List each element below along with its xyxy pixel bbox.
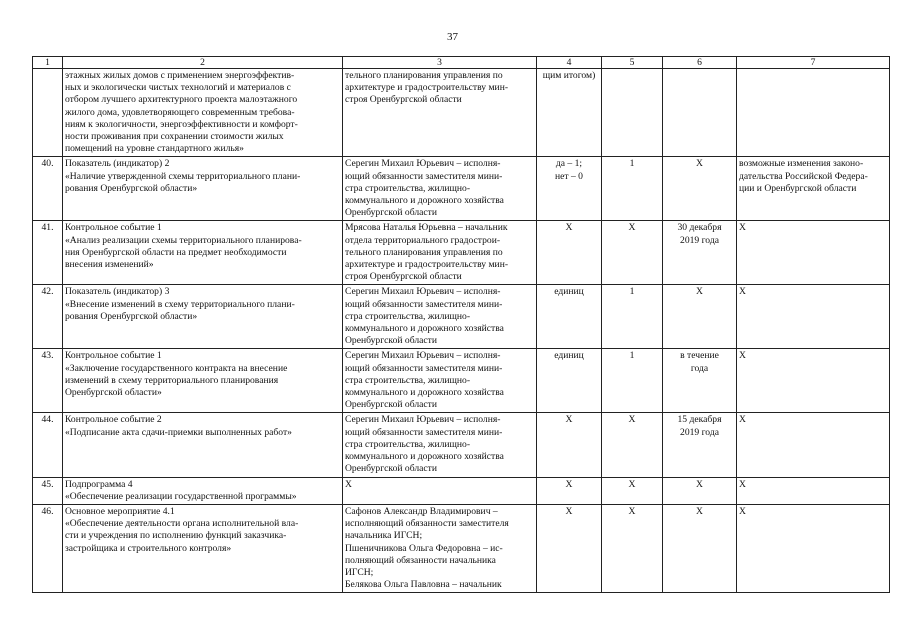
value-cell: Х: [602, 477, 663, 504]
responsible-person: Серегин Михаил Юрьевич – исполня- ющий обязанности заместителя мини- стра строительства, жилищно- коммунального и дорожного хозяйства Оренбургской области: [343, 349, 537, 413]
table-header-row: [33, 57, 890, 69]
unit-cell: единиц: [537, 349, 602, 413]
plan-table: [32, 56, 890, 593]
page-number: 37: [447, 31, 458, 43]
column-header: 3: [343, 57, 537, 69]
date-cell: Х: [663, 477, 737, 504]
date-cell: в течение года: [663, 349, 737, 413]
row-number: 46.: [33, 504, 63, 592]
date-cell: [663, 69, 737, 157]
value-cell: Х: [602, 413, 663, 477]
row-number: 41.: [33, 221, 63, 285]
date-cell: Х: [663, 285, 737, 349]
column-header: 1: [33, 57, 63, 69]
responsible-person: Серегин Михаил Юрьевич – исполня- ющий обязанности заместителя мини- стра строительства, жилищно- коммунального и дорожного хозяйства Оренбургской области: [343, 413, 537, 477]
table-row: [33, 349, 890, 413]
row-number: 45.: [33, 477, 63, 504]
event-name: Показатель (индикатор) 2 «Наличие утвержденной схемы территориального плани- рования Оренбургской области»: [63, 157, 343, 221]
table-row: [33, 285, 890, 349]
responsible-person: Серегин Михаил Юрьевич – исполня- ющий обязанности заместителя мини- стра строительства, жилищно- коммунального и дорожного хозяйства Оренбургской области: [343, 285, 537, 349]
note-cell: Х: [737, 477, 890, 504]
table-row: [33, 221, 890, 285]
responsible-person: Х: [343, 477, 537, 504]
note-cell: [737, 69, 890, 157]
value-cell: 1: [602, 285, 663, 349]
event-name: Контрольное событие 1 «Заключение государственного контракта на внесение изменений в схему территориального планирования Оренбургской области»: [63, 349, 343, 413]
responsible-person: Мрясова Наталья Юрьевна – начальник отдела территориального градострои- тельного планирования управления по архитектуре и градостроительству мин- строя Оренбургской области: [343, 221, 537, 285]
note-cell: Х: [737, 285, 890, 349]
event-name: этажных жилых домов с применением энергоэффектив- ных и экологически чистых технологий и материалов с отбором лучшего архитектурного проекта малоэтажного жилого дома, удовлетворяющего современным требова- ниям к экологичности, энергоэффективности и комфорт- ности проживания при сохранении стоимости жилых помещений на уровне стандартного жилья»: [63, 69, 343, 157]
value-cell: 1: [602, 157, 663, 221]
column-header: 2: [63, 57, 343, 69]
column-header: 6: [663, 57, 737, 69]
date-cell: 15 декабря 2019 года: [663, 413, 737, 477]
row-number: 44.: [33, 413, 63, 477]
row-number: [33, 69, 63, 157]
responsible-person: Серегин Михаил Юрьевич – исполня- ющий обязанности заместителя мини- стра строительства, жилищно- коммунального и дорожного хозяйства Оренбургской области: [343, 157, 537, 221]
date-cell: Х: [663, 157, 737, 221]
row-number: 40.: [33, 157, 63, 221]
table-row: [33, 477, 890, 504]
responsible-person: тельного планирования управления по архитектуре и градостроительству мин- строя Оренбургской области: [343, 69, 537, 157]
event-name: Подпрограмма 4 «Обеспечение реализации государственной программы»: [63, 477, 343, 504]
table-row: [33, 504, 890, 592]
value-cell: Х: [602, 504, 663, 592]
date-cell: 30 декабря 2019 года: [663, 221, 737, 285]
unit-cell: Х: [537, 413, 602, 477]
note-cell: возможные изменения законо- дательства Российской Федера- ции и Оренбургской области: [737, 157, 890, 221]
note-cell: Х: [737, 349, 890, 413]
unit-cell: да – 1; нет – 0: [537, 157, 602, 221]
responsible-person: Сафонов Александр Владимирович – исполняющий обязанности заместителя начальника ИГСН; Пшеничникова Ольга Федоровна – ис- полняющий обязанности начальника ИГСН; Белякова Ольга Павловна – начальник: [343, 504, 537, 592]
unit-cell: щим итогом): [537, 69, 602, 157]
event-name: Показатель (индикатор) 3 «Внесение изменений в схему территориального плани- рования Оренбургской области»: [63, 285, 343, 349]
column-header: 4: [537, 57, 602, 69]
note-cell: Х: [737, 221, 890, 285]
event-name: Основное мероприятие 4.1 «Обеспечение деятельности органа исполнительной вла- сти и учреждения по исполнению функций заказчика- застройщика и строительного контроля»: [63, 504, 343, 592]
unit-cell: Х: [537, 221, 602, 285]
value-cell: [602, 69, 663, 157]
row-number: 43.: [33, 349, 63, 413]
date-cell: Х: [663, 504, 737, 592]
note-cell: Х: [737, 504, 890, 592]
unit-cell: Х: [537, 504, 602, 592]
note-cell: Х: [737, 413, 890, 477]
column-header: 7: [737, 57, 890, 69]
value-cell: 1: [602, 349, 663, 413]
unit-cell: единиц: [537, 285, 602, 349]
table-row: [33, 413, 890, 477]
value-cell: Х: [602, 221, 663, 285]
row-number: 42.: [33, 285, 63, 349]
unit-cell: Х: [537, 477, 602, 504]
table-row: [33, 69, 890, 157]
column-header: 5: [602, 57, 663, 69]
event-name: Контрольное событие 1 «Анализ реализации схемы территориального планирова- ния Оренбургской области на предмет необходимости внесения изменений»: [63, 221, 343, 285]
table-row: [33, 157, 890, 221]
event-name: Контрольное событие 2 «Подписание акта сдачи-приемки выполненных работ»: [63, 413, 343, 477]
